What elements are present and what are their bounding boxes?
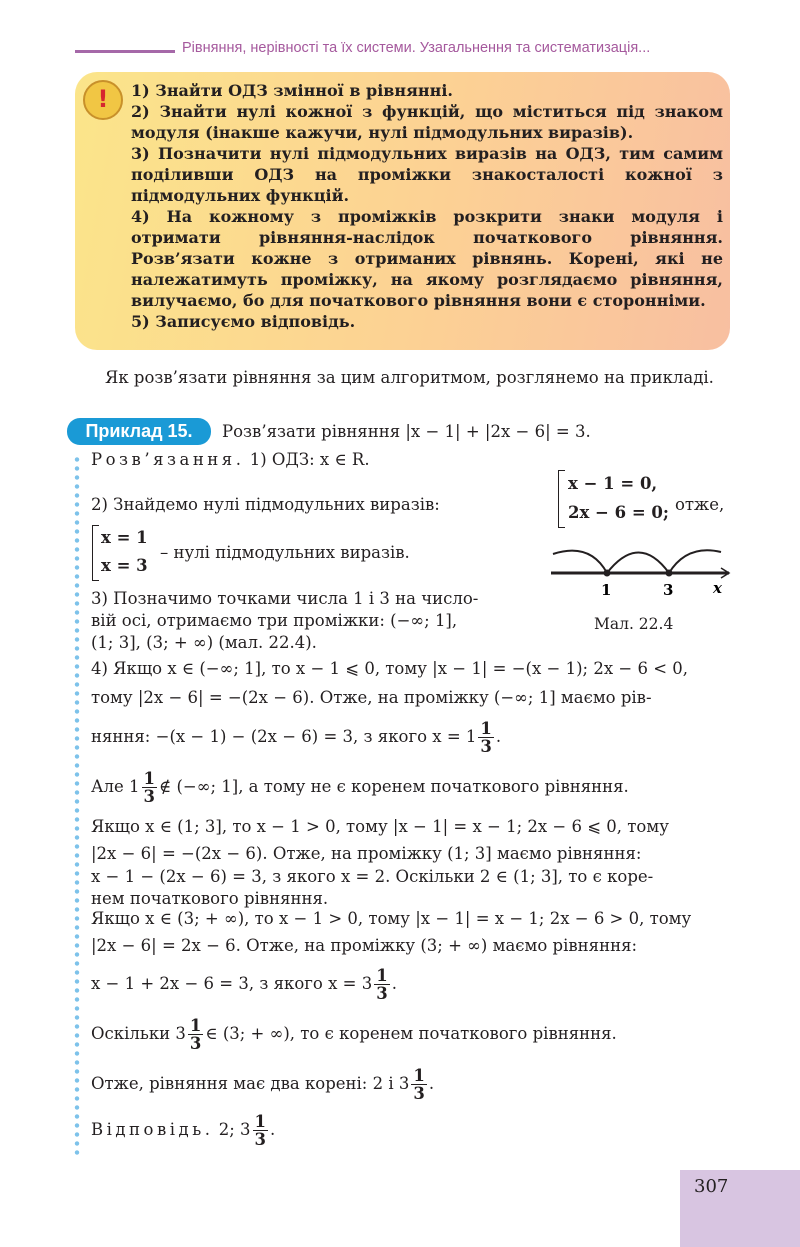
zeros-bracket bbox=[92, 525, 99, 581]
numerator: 1 bbox=[376, 966, 388, 985]
system-eq-2: 2x − 6 = 0; bbox=[568, 503, 669, 522]
step-3-line-1: 3) Позначимо точками числа 1 і 3 на число- bbox=[91, 589, 479, 608]
number-line-figure bbox=[545, 540, 735, 598]
point-1 bbox=[604, 570, 611, 577]
fraction bbox=[188, 1017, 203, 1052]
example-dotted-rule bbox=[74, 455, 80, 1155]
case-1-line-1: 4) Якщо x ∈ (−∞; 1], то x − 1 ⩽ 0, тому |x − 1| = −(x − 1); 2x − 6 < 0, bbox=[91, 659, 689, 678]
case-1-line-4 bbox=[91, 770, 629, 805]
fraction bbox=[411, 1067, 426, 1102]
tick-label-1: 1 bbox=[601, 581, 612, 598]
denominator: 3 bbox=[480, 737, 492, 756]
otzhe: отже, bbox=[675, 495, 725, 514]
case-2-line-4: нем початкового рівняння. bbox=[91, 889, 329, 908]
case-3-line-4 bbox=[91, 1017, 617, 1052]
example-task: Розв’язати рівняння |x − 1| + |2x − 6| = 3. bbox=[222, 422, 591, 441]
denominator: 3 bbox=[376, 984, 388, 1003]
case-1-eq: няння: −(x − 1) − (2x − 6) = 3, з якого x = 1 bbox=[91, 727, 477, 746]
zero-2: x = 3 bbox=[101, 556, 148, 575]
solution-label: Розв’язання. bbox=[91, 450, 245, 469]
conclusion: Отже, рівняння має два корені: 2 і 3 $\frac{1}{3}$ . bbox=[91, 1066, 435, 1103]
step-1: 1) ОДЗ: x ∈ R. bbox=[249, 450, 370, 469]
running-header: Рівняння, нерівності та їх системи. Узагальнення та систематизація... bbox=[182, 40, 651, 56]
answer-value: 2; 3 bbox=[218, 1120, 251, 1139]
algorithm-step: 1) Знайти ОДЗ змінної в рівнянні. bbox=[131, 81, 453, 100]
algorithm-step: 3) Позначити нулі підмодульних виразів на ОДЗ, тим самим поділивши ОДЗ на проміжки знакосталості кожної з підмодульних функцій. bbox=[131, 144, 723, 205]
denominator: 3 bbox=[143, 787, 155, 806]
answer: Відповідь. 2; 3 $\frac{1}{3}$ . bbox=[91, 1112, 276, 1149]
answer-label: Відповідь. bbox=[91, 1120, 214, 1139]
fraction bbox=[142, 770, 157, 805]
fraction bbox=[253, 1113, 268, 1148]
case-1-line-3: няння: −(x − 1) − (2x − 6) = 3, з якого x = 1 $\frac{1}{3}$ . bbox=[91, 719, 502, 756]
system-eq-1: x − 1 = 0, bbox=[568, 474, 658, 493]
case-2-line-1: Якщо x ∈ (1; 3], то x − 1 > 0, тому |x − 1| = x − 1; 2x − 6 ⩽ 0, тому bbox=[91, 817, 669, 836]
figure-caption: Мал. 22.4 bbox=[594, 615, 674, 633]
numerator: 1 bbox=[189, 1016, 202, 1035]
algorithm-steps bbox=[131, 80, 723, 332]
conclusion-text: Отже, рівняння має два корені: 2 і 3 bbox=[91, 1074, 410, 1093]
case-1-verdict: ∉ (−∞; 1], а тому не є коренем початкового рівняння. bbox=[158, 777, 629, 796]
step-2: 2) Знайдемо нулі підмодульних виразів: bbox=[91, 495, 440, 514]
case-3-verdict: ∈ (3; + ∞), то є коренем початкового рівняння. bbox=[205, 1024, 617, 1043]
case-2-line-3: x − 1 − (2x − 6) = 3, з якого x = 2. Оскільки 2 ∈ (1; 3], то є коре- bbox=[91, 867, 654, 886]
point-3 bbox=[666, 570, 673, 577]
intro-paragraph: Як розв’язати рівняння за цим алгоритмом, розглянемо на прикладі. bbox=[105, 368, 714, 387]
solution-line bbox=[91, 449, 370, 471]
page-number: 307 bbox=[694, 1176, 729, 1197]
denominator: 3 bbox=[413, 1084, 425, 1103]
fraction bbox=[478, 720, 493, 755]
numerator: 1 bbox=[143, 769, 155, 788]
numerator: 1 bbox=[254, 1112, 266, 1131]
denominator: 3 bbox=[189, 1034, 202, 1053]
zeros-text: – нулі підмодульних виразів. bbox=[160, 543, 410, 562]
case-3-line-3: x − 1 + 2x − 6 = 3, з якого x = 3 $\frac{1}{3}$ . bbox=[91, 966, 397, 1003]
case-3-eq: x − 1 + 2x − 6 = 3, з якого x = 3 bbox=[91, 974, 373, 993]
interval-arc bbox=[669, 550, 721, 573]
tick-label-3: 3 bbox=[663, 581, 674, 598]
numerator: 1 bbox=[413, 1066, 425, 1085]
axis-label: x bbox=[713, 579, 722, 597]
interval-arc bbox=[553, 551, 607, 573]
case-2-line-2: |2x − 6| = −(2x − 6). Отже, на проміжку (1; 3] маємо рівняння: bbox=[91, 844, 642, 863]
denominator: 3 bbox=[254, 1130, 266, 1149]
case-1-check: Але 1 bbox=[91, 777, 140, 796]
exclamation-icon: ! bbox=[83, 80, 123, 120]
case-1-line-2: тому |2x − 6| = −(2x − 6). Отже, на проміжку (−∞; 1] маємо рів- bbox=[91, 688, 652, 707]
case-3-line-1: Якщо x ∈ (3; + ∞), то x − 1 > 0, тому |x − 1| = x − 1; 2x − 6 > 0, тому bbox=[91, 909, 692, 928]
step-3-line-2: вій осі, отримаємо три проміжки: (−∞; 1], bbox=[91, 611, 458, 630]
case-3-check: Оскільки 3 bbox=[91, 1024, 186, 1043]
algorithm-step: 5) Записуємо відповідь. bbox=[131, 312, 356, 331]
case-3-line-2: |2x − 6| = 2x − 6. Отже, на проміжку (3; + ∞) маємо рівняння: bbox=[91, 936, 638, 955]
example-badge: Приклад 15. bbox=[67, 418, 211, 445]
numerator: 1 bbox=[480, 719, 492, 738]
algorithm-step: 4) На кожному з проміжків розкрити знаки модуля і отримати рівняння-наслідок початкового рівняння. Розв’язати кожне з отриманих рівнянь. Корені, які не належатимуть проміжку, на якому розглядаємо рівняння, вилучаємо, бо для початкового рівняння вони є сторонніми. bbox=[131, 207, 723, 310]
interval-arc bbox=[607, 553, 669, 574]
system-bracket bbox=[558, 470, 565, 528]
header-rule bbox=[75, 50, 175, 53]
zero-1: x = 1 bbox=[101, 528, 148, 547]
algorithm-step: 2) Знайти нулі кожної з функцій, що міститься під знаком модуля (інакше кажучи, нулі підмодульних виразів). bbox=[131, 102, 723, 142]
fraction bbox=[374, 967, 389, 1002]
step-3-line-3: (1; 3], (3; + ∞) (мал. 22.4). bbox=[91, 633, 317, 652]
